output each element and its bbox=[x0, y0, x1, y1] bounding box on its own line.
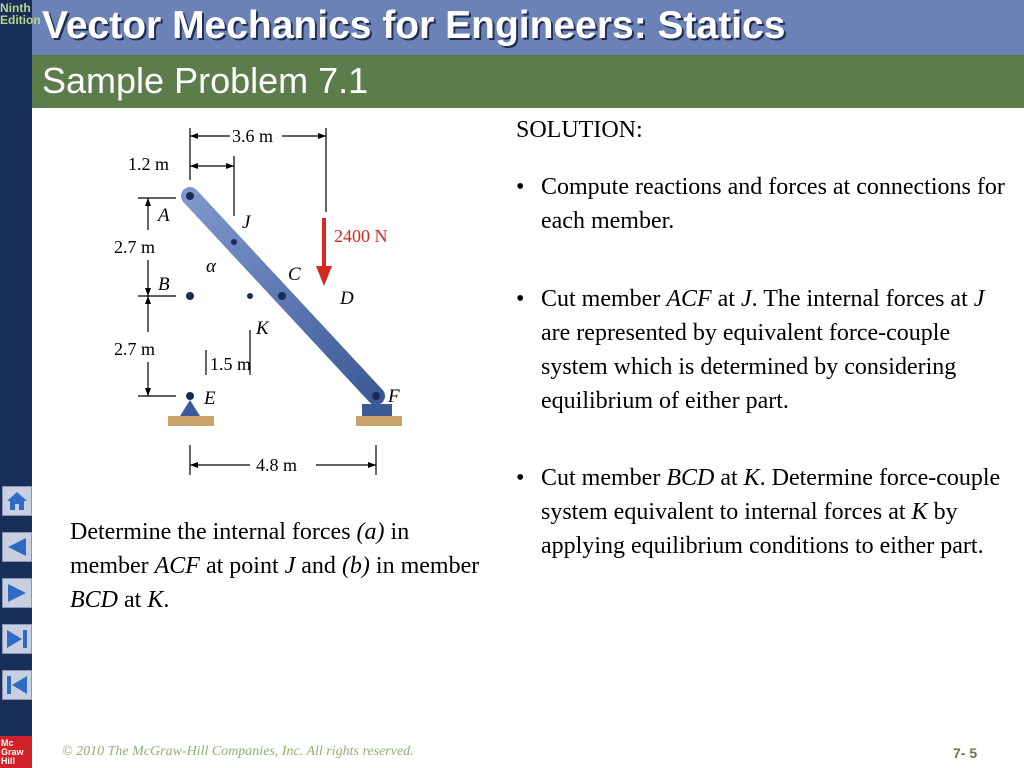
edition-line-1: Ninth bbox=[0, 1, 31, 15]
bullet-marker: • bbox=[516, 286, 525, 312]
next-button[interactable] bbox=[2, 578, 32, 608]
label-c: C bbox=[288, 264, 301, 285]
home-button[interactable] bbox=[2, 486, 32, 516]
dim-1-2m: 1.2 m bbox=[128, 154, 170, 174]
solution-bullet-2: • Cut member ACF at J. The internal forces at J are represented by equivalent force-couple system which is determined by considering equilibrium of either part. bbox=[516, 282, 1016, 418]
label-j: J bbox=[242, 212, 251, 233]
solution-bullet-1: • Compute reactions and forces at connections for each member. bbox=[516, 170, 1016, 238]
label-d: D bbox=[340, 288, 354, 309]
slide-subtitle: Sample Problem 7.1 bbox=[42, 60, 369, 101]
label-f: F bbox=[388, 386, 400, 407]
home-icon bbox=[3, 487, 31, 515]
solution-bullets bbox=[516, 170, 1016, 607]
frame-diagram bbox=[110, 120, 420, 490]
problem-statement: Determine the internal forces (a) in member ACF at point J and (b) in member BCD at K. bbox=[70, 519, 480, 613]
page-number: 7- 5 bbox=[953, 745, 978, 761]
copyright-notice: © 2010 The McGraw-Hill Companies, Inc. All rights reserved. bbox=[62, 744, 414, 759]
label-k: K bbox=[256, 318, 269, 339]
logo-line-3: Hill bbox=[1, 756, 16, 766]
mcgraw-hill-logo bbox=[0, 736, 32, 768]
previous-button[interactable] bbox=[2, 532, 32, 562]
label-b: B bbox=[158, 274, 170, 295]
bullet-marker: • bbox=[516, 465, 525, 491]
dim-4-8m: 4.8 m bbox=[256, 455, 298, 475]
page-title: Vector Mechanics for Engineers: Statics bbox=[42, 4, 786, 47]
dim-3-6m: 3.6 m bbox=[232, 126, 274, 146]
edition-line-2: Edition bbox=[0, 13, 41, 27]
label-a: A bbox=[158, 205, 170, 226]
solution-bullet-3: • Cut member BCD at K. Determine force-couple system equivalent to internal forces at K by applying equilibrium conditions to either part. bbox=[516, 461, 1016, 563]
first-icon bbox=[3, 671, 31, 699]
last-icon bbox=[3, 625, 31, 653]
label-e: E bbox=[204, 388, 216, 409]
previous-icon bbox=[3, 533, 31, 561]
solution-heading: SOLUTION: bbox=[516, 117, 643, 143]
logo-line-2: Graw bbox=[1, 747, 24, 757]
first-button[interactable] bbox=[2, 670, 32, 700]
load-arrow-head bbox=[316, 266, 332, 286]
next-icon bbox=[3, 579, 31, 607]
logo-line-1: Mc bbox=[1, 738, 14, 748]
label-alpha: α bbox=[206, 256, 216, 277]
load-label: 2400 N bbox=[334, 226, 388, 246]
edition-label bbox=[0, 1, 41, 57]
last-button[interactable] bbox=[2, 624, 32, 654]
ground-e bbox=[168, 416, 214, 426]
dim-2-7m-lower: 2.7 m bbox=[114, 339, 156, 359]
dim-1-5m: 1.5 m bbox=[210, 354, 252, 374]
dim-2-7m-upper: 2.7 m bbox=[114, 237, 156, 257]
ground-f bbox=[356, 416, 402, 426]
bullet-marker: • bbox=[516, 174, 525, 200]
